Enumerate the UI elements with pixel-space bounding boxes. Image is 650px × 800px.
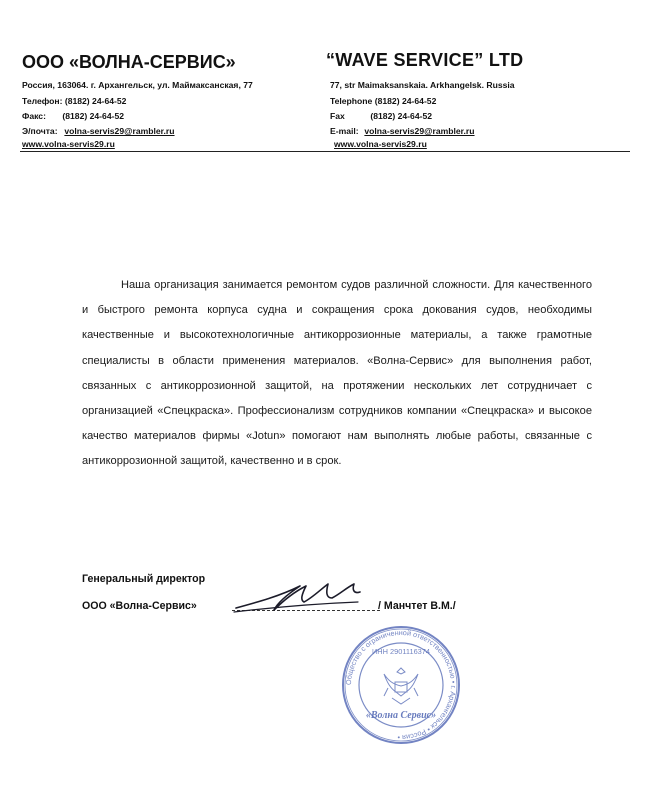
handwritten-signature [228,572,378,622]
signatory-organization: ООО «Волна-Сервис» [82,600,197,612]
eagle-emblem-icon [384,668,418,704]
phone-value-ru: (8182) 24-64-52 [64,96,127,106]
header-divider [20,151,630,152]
email-label-en: E-mail: [330,126,359,136]
signatory-position: Генеральный директор [82,573,206,585]
email-link-ru[interactable]: volna-servis29@rambler.ru [64,126,175,136]
fax-value-ru: (8182) 24-64-52 [62,111,125,121]
signatory-name: / Манчтет В.М./ [378,600,456,612]
phone-row-ru [22,96,126,107]
letter-body: Наша организация занимается ремонтом судов различной сложности. Для качественного и быстрого ремонта корпуса судна и сокращения срока докования судов, необходимы качественные и высокотехнологичные антикоррозионные материалы, а также грамотные специалисты в области применения материалов. «Волна-Сервис» для выполнения работ, связанных с антикоррозионной защитой, на протяжении нескольких лет сотрудничает с организацией «Спецкраска». Профессионализм сотрудников компании «Спецкраска» и высокое качество материалов фирмы «Jotun» помогают нам выполнять любые работы, связанные с антикоррозионной защитой, качественно и в срок. [82,279,592,468]
fax-value-en: (8182) 24-64-52 [370,111,433,121]
fax-row-en [330,111,432,122]
fax-label-en: Fax [330,111,345,121]
email-row-ru [22,126,175,137]
company-name-ru: ООО «ВОЛНА-СЕРВИС» [22,52,236,72]
fax-label-ru: Факс: [22,111,46,121]
address-en: 77, str Maimaksanskaia. Arkhangelsk. Russia [330,80,515,90]
phone-label-ru: Телефон: [22,96,63,106]
email-link-en[interactable]: volna-servis29@rambler.ru [364,126,475,136]
address-ru: Россия, 163064. г. Архангельск, ул. Маймаксанская, 77 [22,80,253,90]
phone-row-en [330,96,436,107]
phone-value-en: (8182) 24-64-52 [374,96,437,106]
stamp-ring-text: Общество с ограниченной ответственностью • г. Архангельск • Россия • [343,627,459,743]
email-label-ru: Э/почта: [22,126,58,136]
company-stamp [340,624,462,746]
company-name-en: “WAVE SERVICE” LTD [326,50,524,70]
email-row-en [330,126,475,137]
stamp-inn: ИНН 2901116374 [371,647,431,656]
phone-label-en: Telephone [330,96,373,106]
website-link-en[interactable]: www.volna-servis29.ru [334,139,427,149]
stamp-center-name: «Волна Сервис» [365,710,437,721]
fax-row-ru [22,111,124,122]
website-link-ru[interactable]: www.volna-servis29.ru [22,139,115,149]
stamp-graphic [340,624,462,746]
